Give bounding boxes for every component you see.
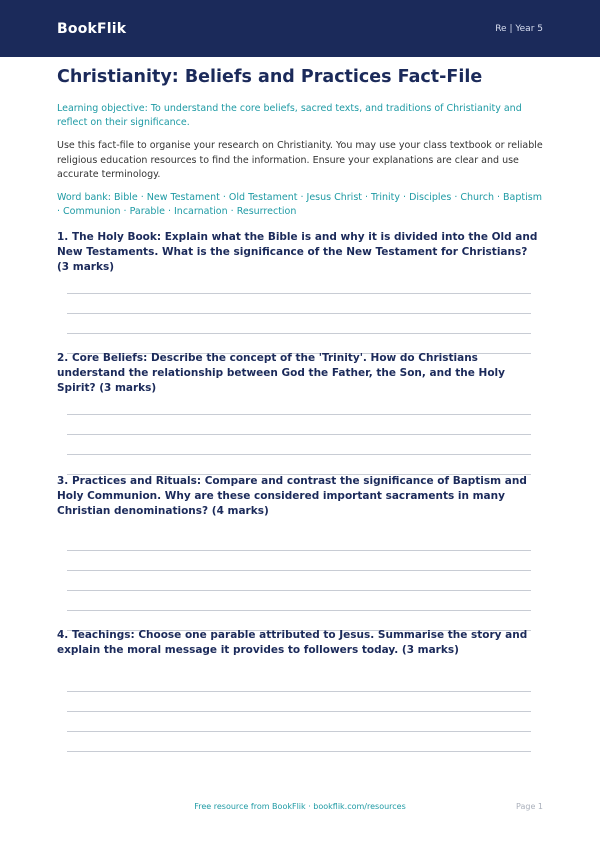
subject-year-label: Re | Year 5 [495, 23, 543, 34]
answer-line[interactable] [67, 293, 531, 294]
question-3: 3. Practices and Rituals: Compare and contrast the significance of Baptism and Holy Communion. Why are these considered important sacraments in many Christian denominations? (4 marks) [57, 475, 527, 517]
answer-line[interactable] [67, 414, 531, 415]
answer-line[interactable] [67, 454, 531, 455]
page-header [0, 0, 600, 57]
word-bank: Word bank: Bible · New Testament · Old Testament · Jesus Christ · Trinity · Disciples · Church · Baptism · Communion · Parable · Incarnation · Resurrection [57, 191, 542, 217]
brand-logo[interactable]: BookFlik [57, 20, 127, 37]
instructions: Use this fact-file to organise your research on Christianity. You may use your class textbook or reliable religious education resources to find the information. Ensure your explanations are clear and use accurate terminology. [57, 140, 543, 180]
answer-line[interactable] [67, 434, 531, 435]
answer-line[interactable] [67, 731, 531, 732]
question-1: 1. The Holy Book: Explain what the Bible is and why it is divided into the Old and New Testaments. What is the significance of the New Testament for Christians? (3 marks) [57, 231, 538, 273]
page-number: Page 1 [516, 802, 543, 811]
answer-line[interactable] [67, 333, 531, 334]
answer-line[interactable] [67, 711, 531, 712]
intro-section [57, 66, 543, 220]
answer-line[interactable] [67, 610, 531, 611]
question-4: 4. Teachings: Choose one parable attributed to Jesus. Summarise the story and explain the moral message it provides to followers today. (3 marks) [57, 629, 528, 656]
answer-line[interactable] [67, 550, 531, 551]
answer-line[interactable] [67, 570, 531, 571]
answer-line[interactable] [67, 691, 531, 692]
footer-resource-link[interactable]: Free resource from BookFlik · bookflik.com/resources [194, 802, 406, 811]
answer-line[interactable] [67, 751, 531, 752]
answer-line[interactable] [67, 590, 531, 591]
learning-objective: Learning objective: To understand the core beliefs, sacred texts, and traditions of Christianity and reflect on their significance. [57, 103, 522, 128]
answer-line[interactable] [67, 313, 531, 314]
page-title: Christianity: Beliefs and Practices Fact-File [57, 67, 483, 87]
question-2: 2. Core Beliefs: Describe the concept of the 'Trinity'. How do Christians understand the relationship between God the Father, the Son, and the Holy Spirit? (3 marks) [57, 352, 505, 394]
